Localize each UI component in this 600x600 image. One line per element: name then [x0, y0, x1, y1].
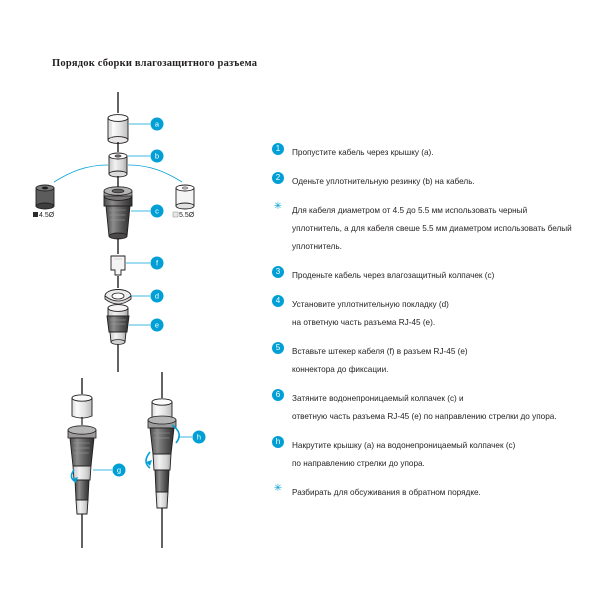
hint-marker: ✳ [273, 483, 283, 494]
callout-d [131, 290, 164, 303]
callout-g-label: g [116, 465, 122, 475]
step-3-marker: 3 [272, 266, 284, 278]
step-4-marker: 4 [272, 295, 284, 307]
step-7-marker: h [272, 436, 284, 448]
callout-h-label: h [196, 432, 202, 442]
page-title: Порядок сборки влагозащитного разъема [52, 58, 258, 69]
steps-list [272, 142, 572, 511]
callout-f-label: f [155, 258, 159, 268]
callout-e [129, 319, 164, 332]
exploded-assembly-top [104, 92, 132, 372]
callout-h [193, 431, 206, 444]
assembled-view-left [68, 378, 126, 548]
note-marker: ✳ [273, 201, 283, 212]
step-3-text: Проденьте кабель через влагозащитный колпачек (c) [292, 271, 495, 280]
callout-a [129, 118, 164, 131]
callout-b-label: b [154, 151, 160, 161]
step-7 [272, 435, 572, 471]
seal-black-label: 4.5Ø [39, 212, 55, 219]
callout-e-label: e [154, 320, 160, 330]
step-1-marker: 1 [272, 143, 284, 155]
part-rj45-receptacle-e [107, 305, 129, 345]
step-4-text: Установите уплотнительную покладку (d) на ответную часть разъема RJ-45 (e). [292, 300, 449, 327]
rotation-arrow-h [146, 452, 150, 468]
callout-d-label: d [154, 291, 160, 301]
step-1 [272, 142, 572, 160]
part-grommet-b [109, 153, 127, 177]
step-note-seal-selection [272, 200, 572, 254]
step-5-text: Вставьте штекер кабеля (f) в разъем RJ-45 (e) коннектора до фиксации. [292, 347, 468, 374]
step-2-text: Оденьте уплотнительную резинку (b) на кабель. [292, 177, 475, 186]
callout-c [131, 205, 164, 218]
step-3 [272, 265, 572, 283]
seal-black-sample [33, 185, 55, 219]
step-2-marker: 2 [272, 172, 284, 184]
leader-line-seal-white [128, 165, 182, 182]
step-5 [272, 341, 572, 377]
step-6-text: Затяните водонепроницаемый колпачек (c) и ответную часть разъема RJ-45 (e) по направлению стрелки до упора. [292, 394, 557, 421]
seal-white-sample [173, 185, 195, 219]
callout-f [126, 257, 164, 270]
step-1-text: Пропустите кабель через крышку (a). [292, 148, 434, 157]
assembled-view-right [146, 372, 206, 548]
step-2 [272, 171, 572, 189]
step-6 [272, 388, 572, 424]
callout-a-label: a [154, 119, 160, 129]
callout-c-label: c [155, 206, 159, 216]
step-6-marker: 6 [272, 389, 284, 401]
callout-g [113, 464, 126, 477]
hint-text: Разбирать для обсуживания в обратном порядке. [292, 488, 481, 497]
callout-b [128, 150, 164, 163]
note-text: Для кабеля диаметром от 4.5 до 5.5 мм использовать черный уплотнитель, а для кабеля свеше 5.5 мм диаметром использовать белый уплотнитель. [292, 206, 572, 251]
seal-white-label: 5.5Ø [179, 212, 195, 219]
step-4 [272, 294, 572, 330]
leader-line-seal-black [54, 165, 108, 182]
step-7-text: Накрутите крышку (a) на водонепроницаемый колпачек (c) по направлению стрелки до упора. [292, 441, 516, 468]
step-5-marker: 5 [272, 342, 284, 354]
part-seal-washer-d [105, 290, 131, 305]
part-cap-a [108, 115, 128, 144]
step-hint-disassembly [272, 482, 572, 500]
part-rj45-plug-f [111, 256, 125, 275]
part-waterproof-cap-c [104, 187, 132, 239]
